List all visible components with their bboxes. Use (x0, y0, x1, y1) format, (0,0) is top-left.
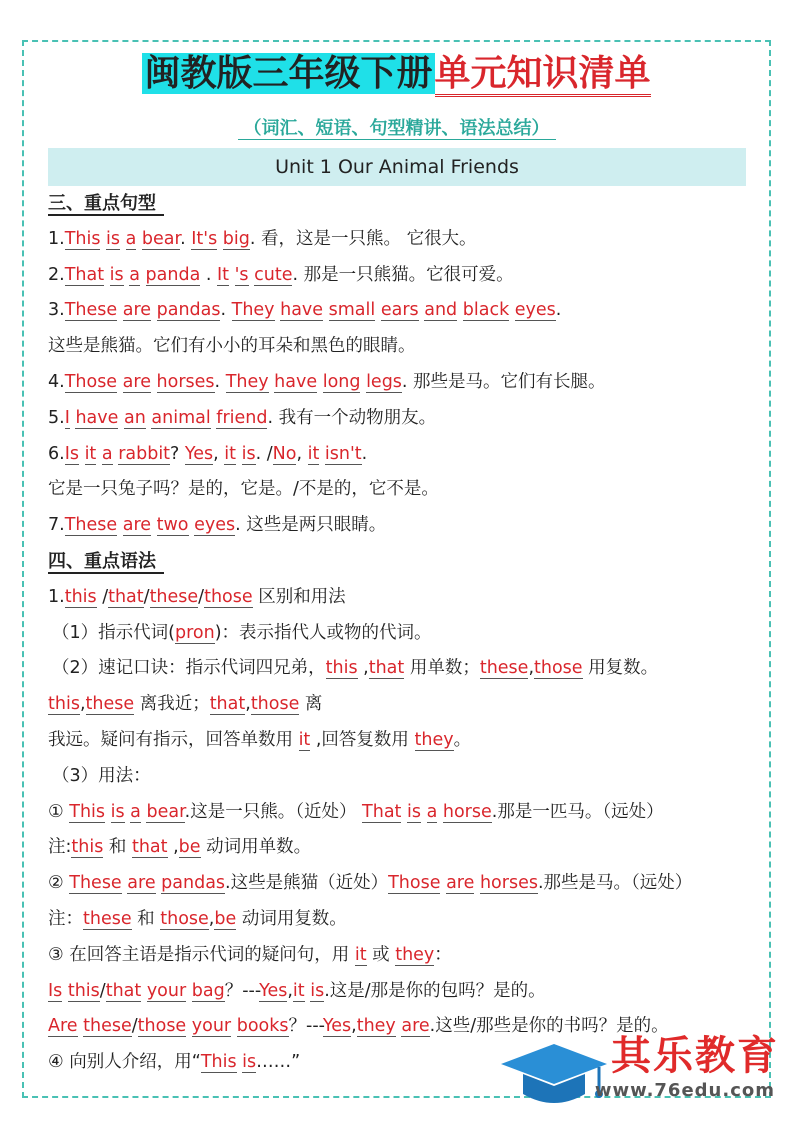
section-heading-sentences: 三、重点句型 (48, 186, 758, 222)
title-highlight: 闽教版三年级下册 (144, 53, 433, 94)
brand-url: www.76edu.com (594, 1080, 775, 1101)
sentence-1: 1.This is a bear. It's big. 看，这是一只熊。 它很大。 (48, 228, 477, 249)
sentence-3-translation: 这些是熊猫。它们有小小的耳朵和黑色的眼睛。 (48, 336, 416, 357)
grammar-definition: （1）指示代词(pron)：表示指代人或物的代词。 (52, 622, 432, 643)
sentence-6: 6.Is it a rabbit? Yes, it is. /No, it isn't. (48, 443, 368, 464)
title-red: 单元知识清单 (435, 53, 651, 97)
subtitle (0, 114, 793, 140)
sentence-2: 2.That is a panda . It 's cute. 那是一只熊猫。它很可爱。 (48, 264, 514, 285)
grammar-mnemonic-3: 我远。疑问有指示，回答单数用 it ,回答复数用 they。 (48, 729, 472, 750)
grammar-mnemonic-2: this,these 离我近；that,those 离 (48, 694, 323, 715)
sentence-7: 7.These are two eyes. 这些是两只眼睛。 (48, 515, 387, 536)
grammar-1: 1.this /that/these/those 区别和用法 (48, 586, 346, 607)
page-title (0, 48, 793, 100)
sentence-5: 5.I have an animal friend. 我有一个动物朋友。 (48, 407, 437, 428)
sentence-4: 4.Those are horses. They have long legs. 那些是马。它们有长腿。 (48, 371, 606, 392)
sentence-3: 3.These are pandas. They have small ears and black eyes. (48, 300, 562, 321)
grammar-mnemonic: （2）速记口诀：指示代词四兄弟，this ,that 用单数；these,those 用复数。 (52, 658, 659, 679)
section-heading-grammar: 四、重点语法 (48, 544, 758, 580)
grammar-example-1: Is this/that your bag？---Yes,it is.这是/那是你的包吗？是的。 (48, 980, 546, 1001)
grammar-example-2: Are these/those your books？---Yes,they are.这些/那些是你的书吗？是的。 (48, 1016, 669, 1037)
grammar-note-2: 注：these 和 those,be 动词用复数。 (48, 908, 347, 929)
graduation-cap-icon (499, 1022, 609, 1114)
subtitle-text: （词汇、短语、句型精讲、语法总结） (238, 118, 556, 140)
grammar-note-1: 注:this 和 that ,be 动词用单数。 (48, 837, 312, 858)
grammar-usage-heading: （3）用法： (52, 765, 151, 786)
grammar-usage-2: ② These are pandas.这些是熊猫（近处）Those are horses.那些是马。（远处） (48, 873, 693, 894)
unit-title-bar: Unit 1 Our Animal Friends (48, 148, 746, 186)
brand-logo (499, 1022, 779, 1114)
grammar-usage-1: ① This is a bear.这是一只熊。（近处） That is a horse.那是一匹马。（远处） (48, 801, 664, 822)
brand-name: 其乐教育 (611, 1033, 779, 1079)
sentence-6-translation: 它是一只兔子吗？是的，它是。/不是的，它不是。 (48, 479, 439, 500)
grammar-usage-3: ③ 在回答主语是指示代词的疑问句，用 it 或 they： (48, 944, 452, 965)
content-area (48, 186, 758, 1081)
grammar-usage-4: ④ 向别人介绍，用“This is……” (48, 1052, 301, 1073)
